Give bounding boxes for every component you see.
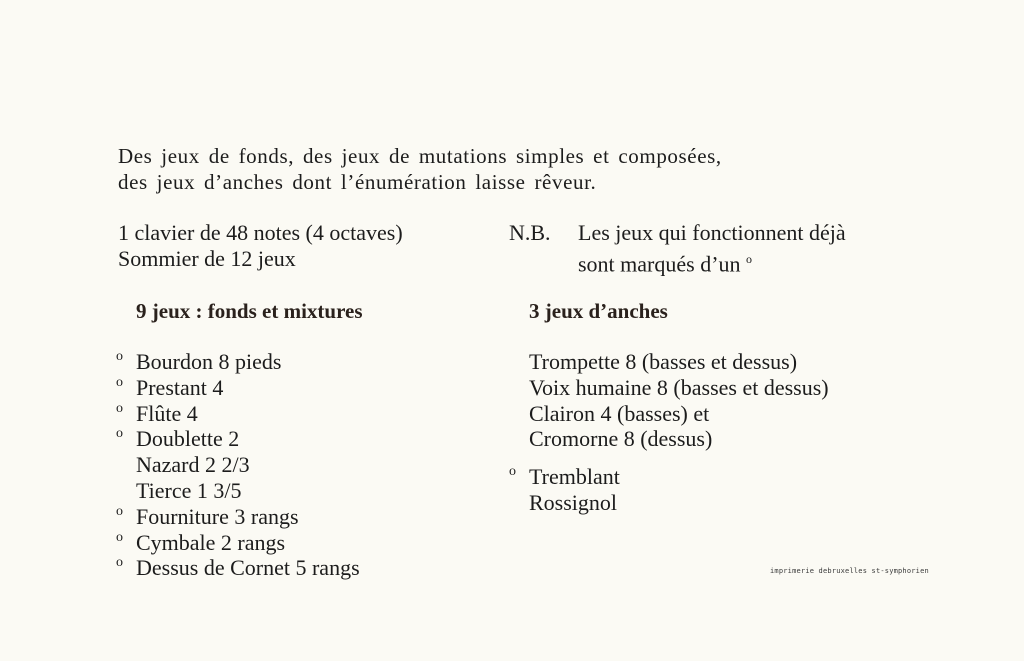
nb-marker: o (746, 252, 753, 266)
list-item (116, 452, 360, 478)
nb-line-1: Les jeux qui fonctionnent déjà (578, 220, 846, 245)
working-marker: o (116, 374, 123, 390)
list-item (116, 426, 360, 452)
flue-stops-list (116, 349, 360, 581)
list-item (509, 349, 829, 375)
working-marker: o (116, 555, 123, 571)
list-item (509, 375, 829, 401)
list-item (509, 426, 829, 452)
intro-line-1: Des jeux de fonds, des jeux de mutations simples et composées, (118, 144, 722, 168)
reed-stops-title: 3 jeux d’anches (529, 299, 668, 323)
intro-paragraph (118, 143, 938, 195)
list-item (116, 530, 360, 556)
stop-name: Fourniture 3 rangs (136, 503, 299, 529)
working-marker: o (116, 503, 123, 519)
intro-line-2: des jeux d’anches dont l’énumération laisse rêveur. (118, 170, 597, 194)
stop-name: Cromorne 8 (dessus) (529, 426, 713, 452)
working-marker: o (116, 349, 123, 364)
stop-name: Flûte 4 (136, 400, 198, 426)
stop-name: Dessus de Cornet 5 rangs (136, 555, 360, 581)
list-item (116, 555, 360, 581)
flue-stops-title: 9 jeux : fonds et mixtures (136, 299, 363, 323)
list-item (509, 490, 829, 516)
accessory-name: Tremblant (529, 464, 620, 490)
stop-name: Clairon 4 (basses) et (529, 400, 710, 426)
list-item (116, 478, 360, 504)
nb-line-2-text: sont marqués d’un (578, 251, 741, 277)
list-item (116, 401, 360, 427)
list-item (509, 401, 829, 427)
list-item (116, 504, 360, 530)
working-marker: o (509, 464, 516, 480)
stop-name: Cymbale 2 rangs (136, 529, 286, 555)
working-marker: o (116, 400, 123, 416)
working-marker: o (116, 529, 123, 545)
list-spacer (509, 452, 829, 464)
working-marker: o (116, 426, 123, 442)
nb-line-2 (578, 246, 846, 277)
windchest-spec: Sommier de 12 jeux (118, 246, 296, 271)
stop-name: Doublette 2 (136, 426, 240, 452)
reed-stops-list (509, 349, 829, 516)
stop-name: Nazard 2 2/3 (136, 452, 250, 478)
list-item (116, 375, 360, 401)
stop-name: Tierce 1 3/5 (136, 477, 242, 503)
list-item (509, 464, 829, 490)
stop-name: Prestant 4 (136, 374, 224, 400)
stop-name: Trompette 8 (basses et dessus) (529, 349, 798, 374)
stop-name: Bourdon 8 pieds (136, 349, 282, 374)
accessory-name: Rossignol (529, 489, 618, 515)
keyboard-spec: 1 clavier de 48 notes (4 octaves) (118, 220, 403, 245)
printer-imprint: imprimerie debruxelles st-symphorien (770, 567, 929, 575)
nb-label: N.B. (509, 220, 551, 245)
organ-specs (118, 220, 403, 272)
stop-name: Voix humaine 8 (basses et dessus) (529, 374, 829, 400)
list-item (116, 349, 360, 375)
nb-text (578, 220, 846, 277)
